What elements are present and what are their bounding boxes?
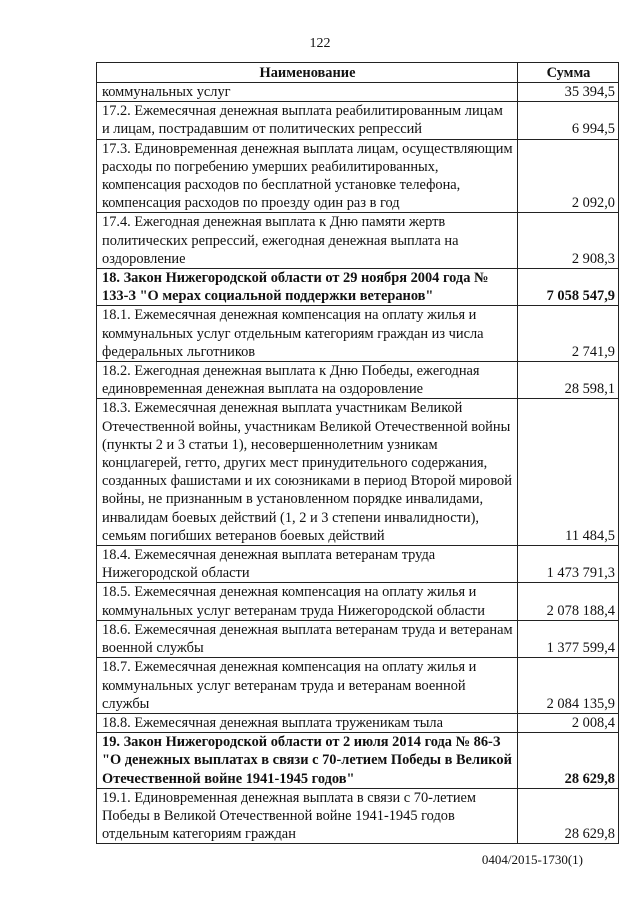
row-sum-cell: 1 377 599,4 [518, 620, 619, 657]
header-sum: Сумма [518, 63, 619, 83]
row-sum-cell: 2 741,9 [518, 306, 619, 362]
row-name-cell: 19.1. Единовременная денежная выплата в связи с 70-летием Победы в Великой Отечественной войне 1941-1945 годов отдельным категориям граждан [97, 788, 518, 844]
table-row [97, 583, 619, 620]
row-sum-cell: 6 994,5 [518, 102, 619, 139]
row-name-cell: 18.5. Ежемесячная денежная компенсация на оплату жилья и коммунальных услуг ветеранам труда Нижегородской области [97, 583, 518, 620]
table-row [97, 399, 619, 546]
row-sum-cell: 7 058 547,9 [518, 269, 619, 306]
table-row [97, 658, 619, 714]
table-row [97, 139, 619, 213]
table-row [97, 713, 619, 732]
row-name-cell: 18. Закон Нижегородской области от 29 ноября 2004 года № 133-З "О мерах социальной поддержки ветеранов" [97, 269, 518, 306]
row-name-cell: 18.6. Ежемесячная денежная выплата ветеранам труда и ветеранам военной службы [97, 620, 518, 657]
table-row [97, 788, 619, 844]
row-name-cell: 18.3. Ежемесячная денежная выплата участникам Великой Отечественной войны, участникам Великой Отечественной войны (пункты 2 и 3 статьи 1), несовершеннолетним узникам концлагерей, гетто, других мест принудительного содержания, созданных фашистами и их союзниками в период Второй мировой войны, не признанным в установленном порядке инвалидами, инвалидам боевых действий (1, 2 и 3 степени инвалидности), семьям погибших ветеранов боевых действий [97, 399, 518, 546]
row-name-cell: 17.4. Ежегодная денежная выплата к Дню памяти жертв политических репрессий, ежегодная денежная выплата на оздоровление [97, 213, 518, 269]
table-body [97, 83, 619, 844]
table-header-row [97, 63, 619, 83]
row-name-cell: 17.3. Единовременная денежная выплата лицам, осуществляющим расходы по погребению умерших реабилитированных, компенсация расходов по бесплатной установке телефона, компенсация расходов по проезду один раз в год [97, 139, 518, 213]
row-name-cell: 18.8. Ежемесячная денежная выплата труженикам тыла [97, 713, 518, 732]
row-sum-cell: 28 629,8 [518, 733, 619, 789]
table-row [97, 546, 619, 583]
row-name-cell: 19. Закон Нижегородской области от 2 июля 2014 года № 86-З "О денежных выплатах в связи с 70-летием Победы в Великой Отечественной войне 1941-1945 годов" [97, 733, 518, 789]
table-row [97, 362, 619, 399]
row-sum-cell: 28 629,8 [518, 788, 619, 844]
header-name: Наименование [97, 63, 518, 83]
row-name-cell: 18.1. Ежемесячная денежная компенсация на оплату жилья и коммунальных услуг отдельным категориям граждан из числа федеральных льготников [97, 306, 518, 362]
row-sum-cell: 2 008,4 [518, 713, 619, 732]
row-name-cell: 17.2. Ежемесячная денежная выплата реабилитированным лицам и лицам, пострадавшим от политических репрессий [97, 102, 518, 139]
table-row [97, 213, 619, 269]
row-sum-cell: 11 484,5 [518, 399, 619, 546]
table-row [97, 620, 619, 657]
row-sum-cell: 35 394,5 [518, 83, 619, 102]
budget-table [96, 62, 619, 844]
table-row [97, 269, 619, 306]
row-name-cell: 18.4. Ежемесячная денежная выплата ветеранам труда Нижегородской области [97, 546, 518, 583]
row-sum-cell: 2 092,0 [518, 139, 619, 213]
row-name-cell: 18.7. Ежемесячная денежная компенсация на оплату жилья и коммунальных услуг ветеранам труда и ветеранам военной службы [97, 658, 518, 714]
document-code: 0404/2015-1730(1) [481, 852, 583, 867]
row-sum-cell: 28 598,1 [518, 362, 619, 399]
row-sum-cell: 2 084 135,9 [518, 658, 619, 714]
table-row [97, 306, 619, 362]
row-name-cell: коммунальных услуг [97, 83, 518, 102]
row-name-cell: 18.2. Ежегодная денежная выплата к Дню Победы, ежегодная единовременная денежная выплата на оздоровление [97, 362, 518, 399]
row-sum-cell: 2 908,3 [518, 213, 619, 269]
table-row [97, 102, 619, 139]
row-sum-cell: 1 473 791,3 [518, 546, 619, 583]
page-number: 122 [309, 36, 331, 51]
table-row [97, 733, 619, 789]
row-sum-cell: 2 078 188,4 [518, 583, 619, 620]
table-row [97, 83, 619, 102]
